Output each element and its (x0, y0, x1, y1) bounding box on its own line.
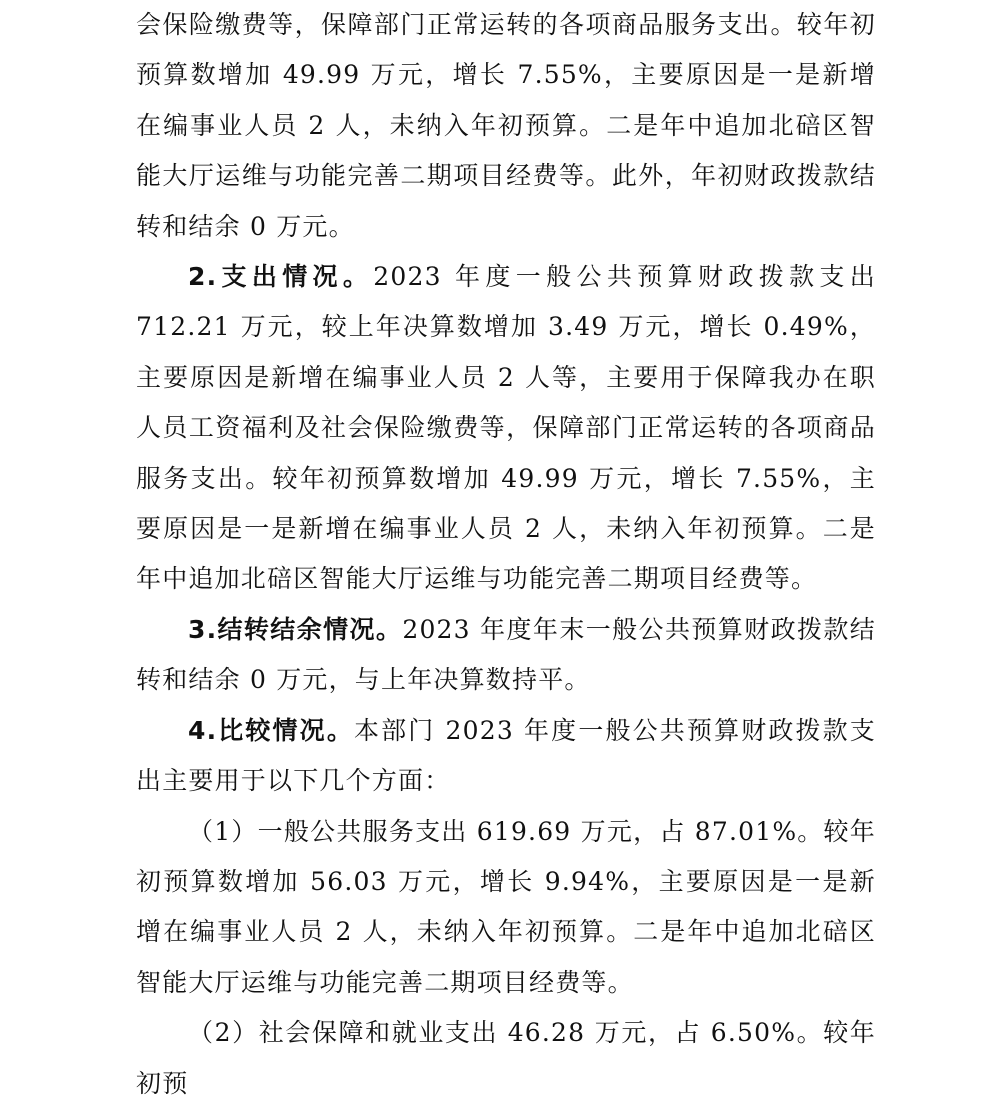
continuation-paragraph (136, 0, 876, 252)
continuation-text: 会保险缴费等，保障部门正常运转的各项商品服务支出。较年初预算数增加 49.99 万元，增长 7.55%，主要原因是一是新增在编事业人员 2 人，未纳入年初预算。二是年中追加北碚区智能大厅运维与功能完善二期项目经费等。此外，年初财政拨款结转和结余 0 万元。 (136, 10, 876, 241)
section-body: 2023 年度一般公共预算财政拨款支出 712.21 万元，较上年决算数增加 3.49 万元，增长 0.49%，主要原因是新增在编事业人员 2 人等，主要用于保障我办在职人员工资福利及社会保险缴费等，保障部门正常运转的各项商品服务支出。较年初预算数增加 49.99 万元，增长 7.55%，主要原因是一是新增在编事业人员 2 人，未纳入年初预算。二是年中追加北碚区智能大厅运维与功能完善二期项目经费等。 (136, 262, 876, 594)
section-comparison (136, 706, 876, 807)
list-item-text: （2）社会保障和就业支出 46.28 万元，占 6.50%。较年初预 (136, 1018, 876, 1098)
section-heading: 3.结转结余情况。 (188, 614, 403, 644)
section-body: 2023 年度年末一般公共预算财政拨款结转和结余 0 万元，与上年决算数持平。 (136, 614, 876, 695)
section-carryover (136, 605, 876, 706)
document-page (136, 0, 876, 1109)
section-heading: 4.比较情况。 (188, 715, 354, 745)
section-heading: 2.支出情况。 (188, 262, 374, 292)
list-item-general-public-services (136, 807, 876, 1009)
section-body: 本部门 2023 年度一般公共预算财政拨款支出主要用于以下几个方面： (136, 715, 877, 796)
list-item-text: （1）一般公共服务支出 619.69 万元，占 87.01%。较年初预算数增加 56.03 万元，增长 9.94%，主要原因是一是新增在编事业人员 2 人，未纳入年初预算。二是年中追加北碚区智能大厅运维与功能完善二期项目经费等。 (136, 816, 876, 997)
section-expenditure (136, 252, 876, 605)
